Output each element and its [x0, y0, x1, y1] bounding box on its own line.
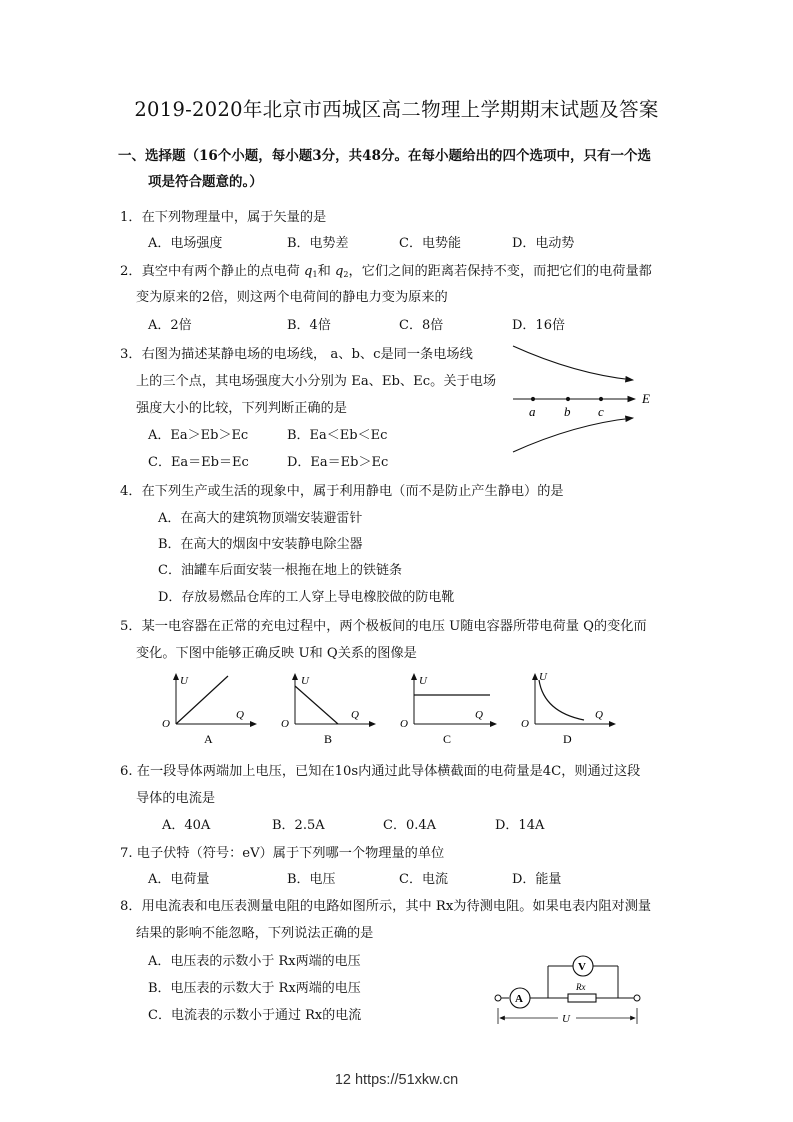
point-b	[566, 397, 570, 401]
q8-option-b: B．电压表的示数大于 Rx两端的电压	[148, 981, 361, 996]
section-heading-line1: 一、选择题（16个小题，每小题3分，共48分。在每小题给出的四个选项中，只有一个选	[118, 148, 651, 164]
graph-c-O: O	[400, 718, 408, 730]
page-title: 2019-2020年北京市西城区高二物理上学期期末试题及答案	[134, 98, 659, 121]
field-line-bottom	[513, 418, 633, 452]
field-line-top	[513, 346, 633, 380]
q2-stem-b: ，它们之间的距离若保持不变，而把它们的电荷量都	[348, 264, 652, 279]
graph-d	[521, 671, 615, 746]
q7-option-d: D．能量	[512, 872, 562, 887]
graph-b-label: B	[324, 732, 333, 746]
label-a: a	[529, 404, 536, 419]
q6-option-a: A．40A	[162, 818, 211, 833]
label-E: E	[642, 391, 650, 406]
q8-option-a: A．电压表的示数小于 Rx两端的电压	[148, 954, 361, 969]
q3-field-line-diagram	[505, 338, 665, 470]
graph-c-U: U	[419, 675, 427, 687]
q1-option-b: B．电势差	[287, 236, 349, 251]
q3-stem-line2: 上的三个点，其电场强度大小分别为 Ea、Eb、Ec。关于电场	[136, 374, 497, 389]
graph-c-Q: Q	[475, 709, 483, 721]
q3-stem-line1: 3．右图为描述某静电场的电场线， a、b、c是同一条电场线	[120, 347, 473, 362]
graph-d-Q: Q	[595, 709, 603, 721]
q1-option-a: A．电场强度	[148, 236, 223, 251]
graph-a-O: O	[162, 718, 170, 730]
q5-stem-line2: 变化。下图中能够正确反映 U和 Q关系的图像是	[136, 646, 417, 661]
q8-stem-line1: 8．用电流表和电压表测量电阻的电路如图所示，其中 Rx为待测电阻。如果电表内阻对测量	[120, 899, 652, 914]
graph-d-U: U	[539, 671, 547, 683]
point-c	[599, 397, 603, 401]
q4-stem: 4．在下列生产或生活的现象中，属于利用静电（而不是防止产生静电）的是	[120, 484, 564, 499]
q4-option-b: B．在高大的烟囱中安装静电除尘器	[158, 537, 363, 552]
q2-option-c: C．8倍	[399, 318, 444, 333]
q3-option-d: D．Ea＝Eb＞Ec	[287, 455, 389, 470]
graph-b	[281, 674, 375, 746]
terminal-left	[495, 995, 501, 1001]
graph-a-Q: Q	[236, 709, 244, 721]
q3-option-c: C．Ea＝Eb＝Ec	[148, 455, 249, 470]
q7-option-c: C．电流	[399, 872, 448, 887]
q8-stem-line2: 结果的影响不能忽略，下列说法正确的是	[136, 926, 374, 941]
graph-b-Q: Q	[351, 709, 359, 721]
q6-stem-line1: 6. 在一段导体两端加上电压，已知在10s内通过此导体横截面的电荷量是4C，则通过这段	[120, 764, 641, 779]
q2-option-a: A．2倍	[148, 318, 192, 333]
q2-option-b: B．4倍	[287, 318, 331, 333]
q6-option-c: C．0.4A	[383, 818, 437, 833]
q5-graphs	[158, 668, 628, 748]
graph-c-label: C	[443, 732, 452, 746]
graph-a-U: U	[180, 675, 188, 687]
graph-b-U: U	[301, 675, 309, 687]
q1-stem: 1．在下列物理量中，属于矢量的是	[120, 210, 327, 225]
terminal-right	[634, 995, 640, 1001]
ammeter-label: A	[515, 993, 523, 1005]
voltage-label: U	[562, 1013, 570, 1025]
voltmeter-label: V	[578, 961, 586, 973]
q6-option-d: D．14A	[495, 818, 545, 833]
label-c: c	[598, 404, 604, 419]
q1-option-d: D．电动势	[512, 236, 575, 251]
graph-d-label: D	[563, 732, 572, 746]
graph-b-O: O	[281, 718, 289, 730]
section-heading-line2: 项是符合题意的。）	[148, 174, 263, 190]
resistor-rx	[568, 994, 596, 1002]
q2-stem-line2: 变为原来的2倍，则这两个电荷间的静电力变为原来的	[136, 290, 448, 305]
q2-stem-line1	[120, 260, 652, 279]
q2-q2: q	[334, 264, 344, 279]
q4-option-a: A．在高大的建筑物顶端安装避雷针	[158, 511, 363, 526]
q3-option-a: A．Ea＞Eb＞Ec	[148, 428, 249, 443]
label-b: b	[564, 404, 571, 419]
q7-option-b: B．电压	[287, 872, 336, 887]
point-a	[531, 397, 535, 401]
q7-option-a: A．电荷量	[148, 872, 210, 887]
graph-d-O: O	[521, 718, 529, 730]
graph-a	[162, 674, 256, 746]
q6-stem-line2: 导体的电流是	[136, 791, 216, 806]
q1-option-c: C．电势能	[399, 236, 461, 251]
q2-q1: q	[304, 264, 313, 279]
q8-option-c: C．电流表的示数小于通过 Rx的电流	[148, 1008, 362, 1023]
q8-circuit-diagram	[488, 950, 648, 1028]
q4-option-c: C．油罐车后面安装一根拖在地上的铁链条	[158, 563, 402, 578]
q2-q2-sub: 2	[343, 270, 349, 279]
q7-stem: 7. 电子伏特（符号：eV）属于下列哪一个物理量的单位	[120, 846, 445, 861]
page-footer: 12 https://51xkw.cn	[334, 1072, 459, 1088]
q2-q1-sub: 1	[312, 270, 318, 279]
graph-a-label: A	[204, 732, 213, 746]
resistor-label: Rx	[576, 982, 586, 992]
q4-option-d: D．存放易燃品仓库的工人穿上导电橡胶做的防电靴	[158, 590, 455, 605]
graph-c	[400, 674, 496, 746]
q5-stem-line1: 5．某一电容器在正常的充电过程中，两个极板间的电压 U随电容器所带电荷量 Q的变化而	[120, 619, 647, 634]
q2-and: 和	[317, 264, 335, 279]
q6-option-b: B．2.5A	[272, 818, 325, 833]
q3-option-b: B．Ea＜Eb＜Ec	[287, 428, 388, 443]
q2-option-d: D．16倍	[512, 318, 565, 333]
q2-stem-a: 2．真空中有两个静止的点电荷	[120, 264, 305, 279]
q3-stem-line3: 强度大小的比较，下列判断正确的是	[136, 401, 347, 416]
